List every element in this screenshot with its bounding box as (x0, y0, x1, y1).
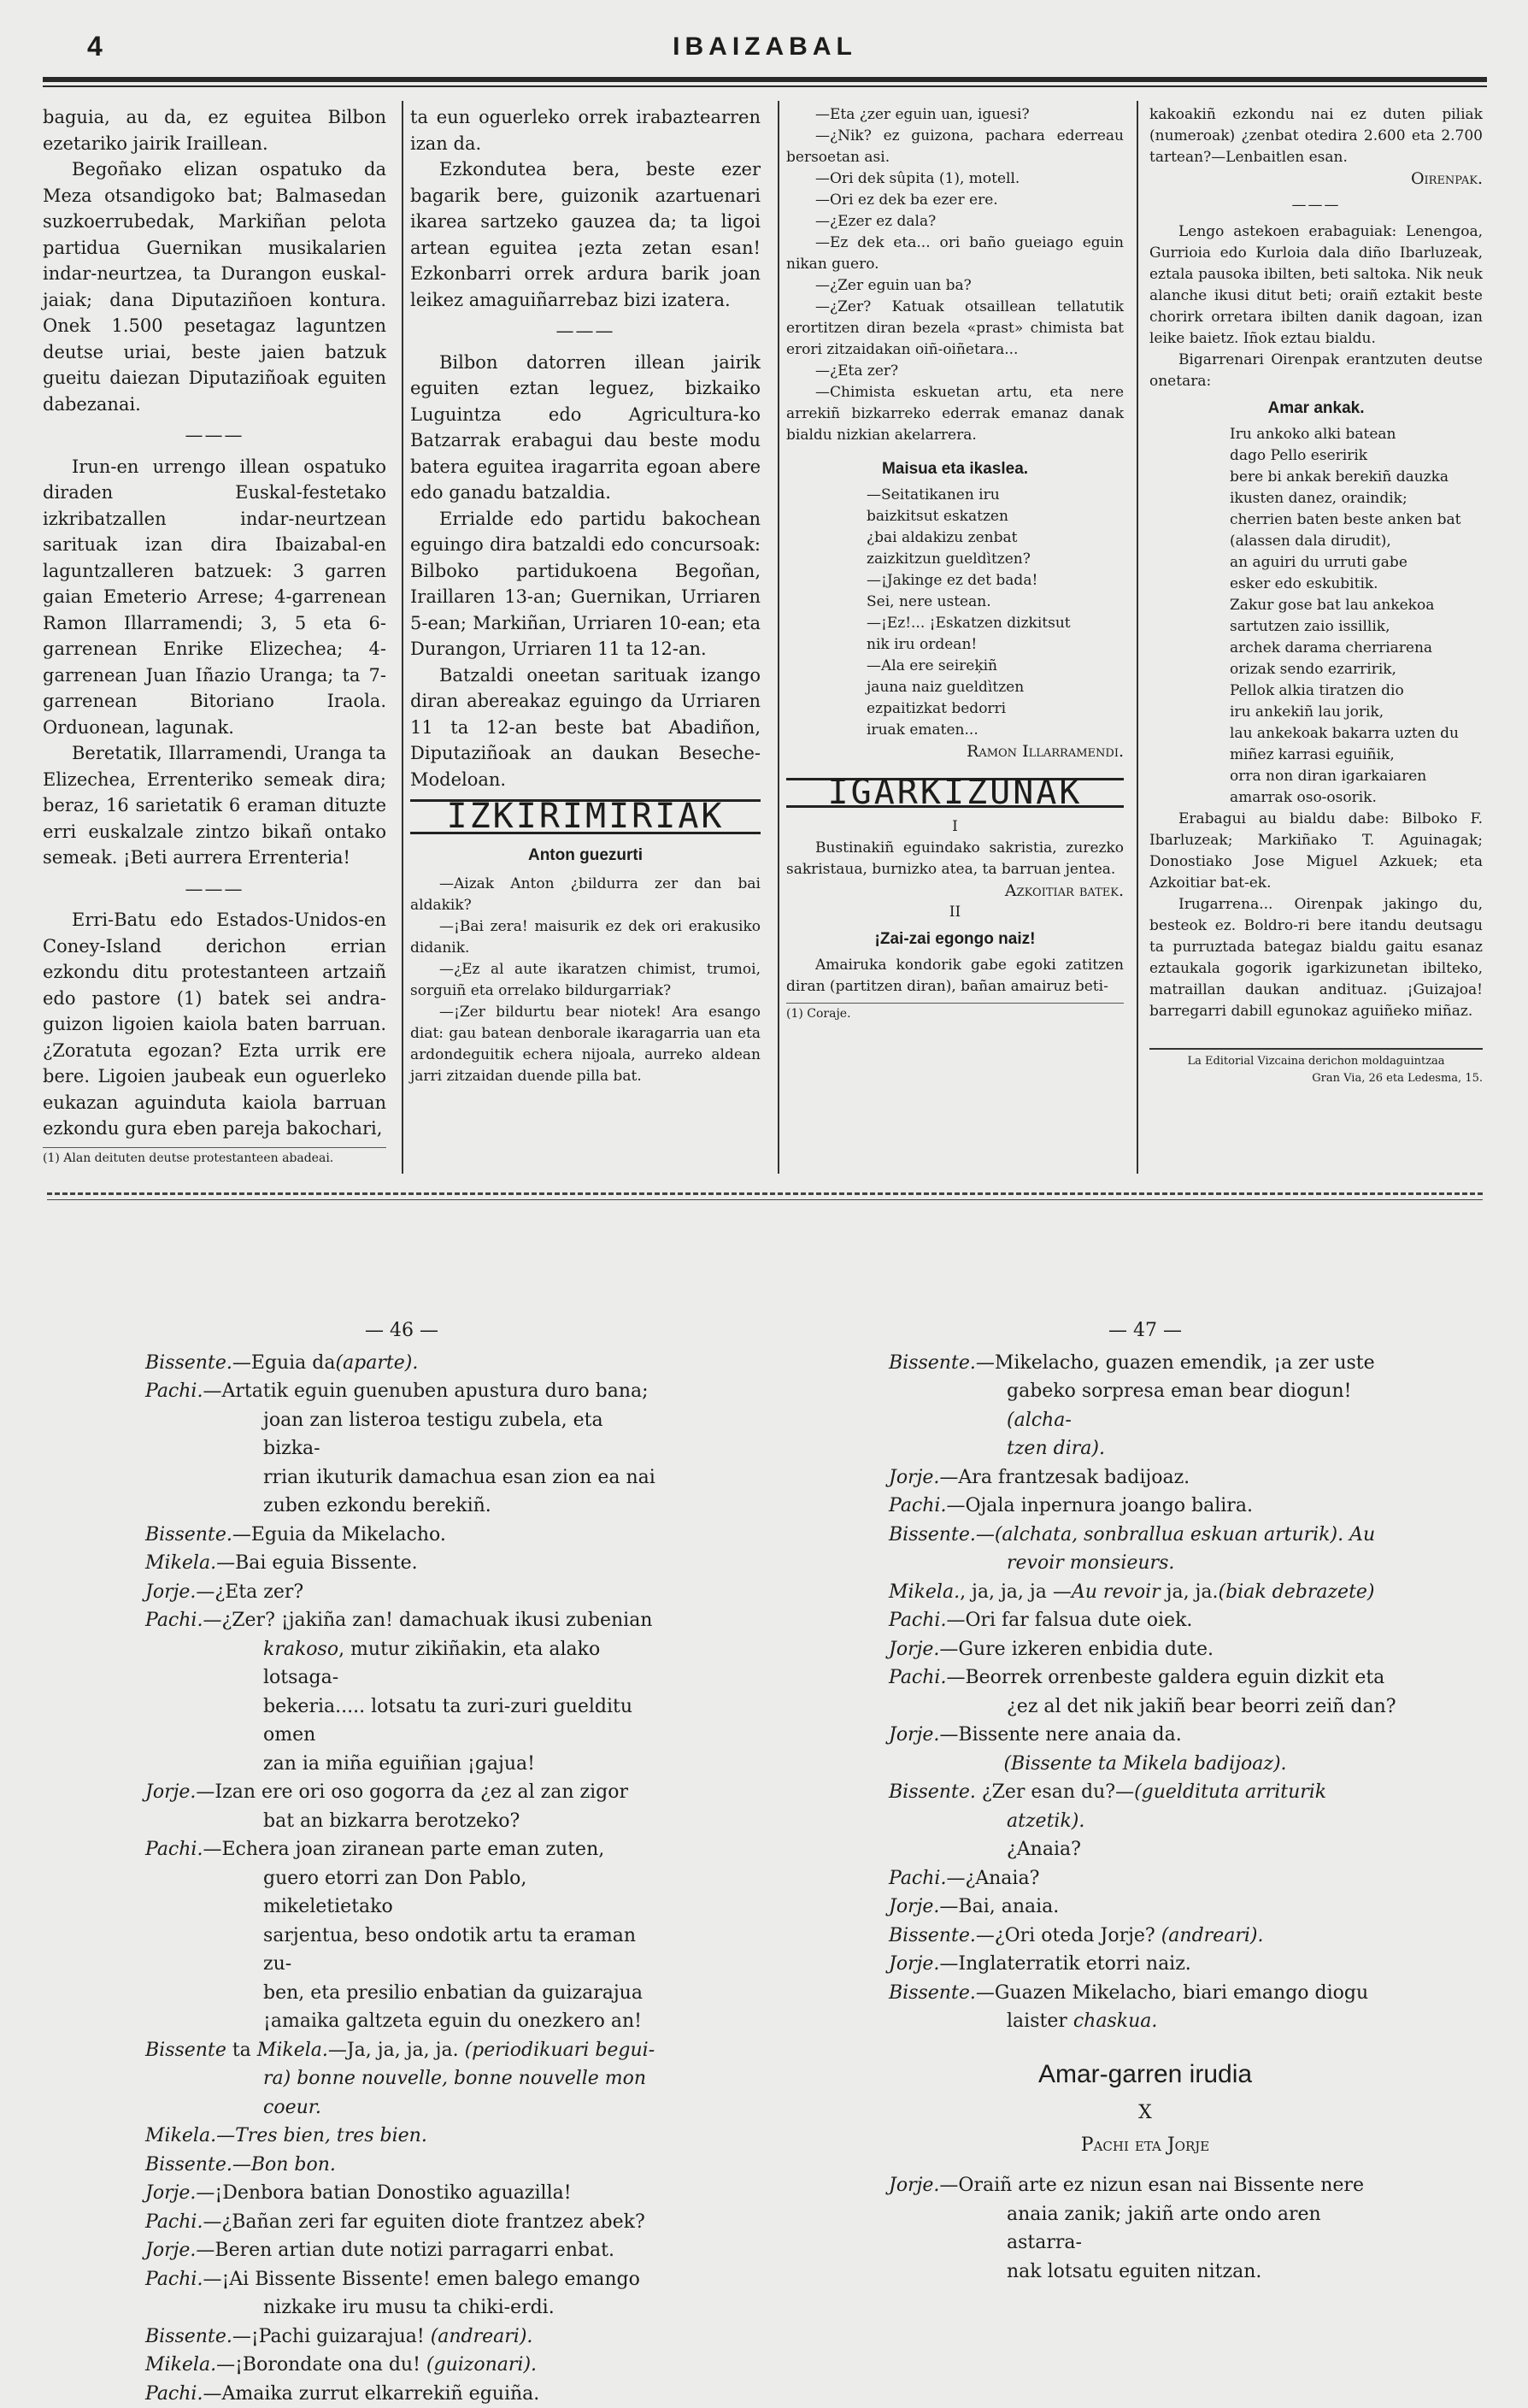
poem-line: cherrien baten beste anken bat (1149, 509, 1483, 531)
dialogue-line (145, 1807, 658, 1836)
dialogue-text: ben, eta presilio enbatian da guizarajua (263, 1982, 643, 2004)
dialogue-line (145, 2293, 658, 2323)
poem-line: iruak ematen... (786, 720, 1124, 741)
column-4 (1149, 104, 1483, 1087)
speaker-name: Jorje. (889, 1467, 939, 1488)
stage-direction: (biak debrazete) (1219, 1581, 1375, 1603)
dialogue-line (145, 1693, 658, 1750)
dialogue-line (889, 2258, 1402, 2287)
dialogue-text: bat an bizkarra berotzeko? (263, 1810, 520, 1832)
dialogue-line: —¿Ezer ez dala? (786, 211, 1124, 233)
speaker-name: Pachi. (145, 1839, 203, 1860)
article-paragraph: Erri-Batu edo Estados-Unidos-en Coney-Island derichon errian ezkondu ditu protestanteen artzaiñ edo pastore (1) batek sei andra-guizon ligoien kaiola baten barruan. ¿Zoratuta egozan? Ezta urrik ere bere. Ligoien jaubeak eun oguerleko eukazan aguinduta kaiola barruan ezkondu gura eben pareja bakochari, (43, 907, 386, 1142)
dialogue-text: gabeko sorpresa eman bear diogun! (1007, 1381, 1351, 1402)
dialogue-line: —¿Ez al aute ikaratzen chimist, trumoi, sorguiñ eta orrelako bildurgarriak? (410, 959, 761, 1002)
poem-line: iru ankekiñ lau jorik, (1149, 702, 1483, 723)
dialogue-text: zuben ezkondu berekiñ. (263, 1495, 491, 1516)
stage-direction: (alcha- (1007, 1410, 1072, 1431)
poem-line: (alassen dala dirudit), (1149, 531, 1483, 552)
stage-direction: (guizonari). (426, 2354, 537, 2376)
speaker-name: Pachi. (889, 1610, 946, 1631)
dialogue-line: —Eta ¿zer eguin uan, iguesi? (786, 104, 1124, 126)
stage-direction: (aparte). (335, 1352, 418, 1374)
section-title: IZKIRIMIRIAK (410, 799, 761, 834)
dialogue-line (145, 1635, 658, 1693)
poem-line: —¡Ez!... ¡Eskatzen dizkitsut (786, 613, 1124, 634)
dialogue-line (145, 1349, 658, 1378)
dialogue-line (889, 2007, 1402, 2036)
riddle-number: II (786, 902, 1124, 923)
dialogue-line (145, 2351, 658, 2380)
stage-direction: ra) bonne nouvelle, bonne nouvelle mon coeur. (263, 2068, 646, 2118)
article-paragraph: kakoakiñ ezkondu nai ez duten piliak (numeroak) ¿zenbat otedira 2.600 eta 2.700 tartean?—Lenbaitlen esan. (1149, 104, 1483, 168)
dialogue-line (145, 2208, 658, 2237)
dialogue-text: —Ori far falsua dute oiek. (946, 1610, 1192, 1631)
stage-direction: (Bissente ta Mikela badijoaz). (1003, 1753, 1286, 1775)
speaker-name: Pachi. (145, 1610, 203, 1631)
poem-title: Maisua eta ikaslea. (786, 458, 1124, 480)
dialogue-line (145, 2380, 658, 2408)
article-paragraph: Ezkondutea bera, beste ezer bagarik bere, guizonik azartuenari ikarea sartzeko gauzea da; ta ligoi artean eguitea ¡ezta zetan esan! Ezkonbarri orrek ardura barik joan leikez amaguiñarrebaz bizi izatera. (410, 156, 761, 313)
page-number: — 46 — (145, 1316, 658, 1345)
scene-title: Amar-garren irudia (889, 2060, 1402, 2089)
scene-cast: Pachi eta Jorje (889, 2131, 1402, 2160)
dialogue-text: —Inglaterratik etorri naiz. (939, 1953, 1190, 1975)
dialogue-text: ja, ja. (1161, 1581, 1219, 1603)
dialogue-line: —Ori dek sûpita (1), motell. (786, 168, 1124, 190)
signature: Oirenpak. (1149, 168, 1483, 190)
dialogue-line (145, 1377, 658, 1406)
poem-line: esker edo eskubitik. (1149, 574, 1483, 595)
page-divider (47, 1192, 1483, 1195)
speaker-name: Mikela. (889, 1581, 960, 1603)
dialogue-text: —Beorrek orrenbeste galdera eguin dizkit eta (946, 1667, 1384, 1688)
dialogue-line (145, 2007, 658, 2036)
dialogue-line (145, 2323, 658, 2352)
speaker-name: Jorje. (145, 1581, 196, 1603)
dialogue-line (889, 1721, 1402, 1750)
dialogue-text: ¿Anaia? (1007, 1839, 1081, 1860)
article-paragraph: baguia, au da, ez eguitea Bilbon ezetariko jairik Iraillean. (43, 104, 386, 156)
dialogue-text: —Mikelacho, guazen emendik, ¡a zer uste (976, 1352, 1375, 1374)
dialogue-line (145, 1406, 658, 1463)
dialogue-text: , ja, ja, ja (960, 1581, 1053, 1603)
dialogue-text: —Gure izkeren enbidia dute. (939, 1639, 1214, 1660)
speaker-name: Pachi. (145, 2211, 203, 2233)
dialogue-line (145, 1521, 658, 1550)
dialogue-line: —Chimista eskuetan artu, eta nere arrekiñ bizkarreko ederrak emanaz danak bialdu nizkian akelarrera. (786, 382, 1124, 446)
column-rule (778, 101, 779, 1174)
dialogue-line (145, 1864, 658, 1922)
article-paragraph: Errialde edo partidu bakochean eguingo dira batzaldi edo concursoak: Bilboko partidukoena Begoñan, Iraillaren 13-an; Guernikan, Urriaren 5-ean; Markiñan, Urriaren 10-ean; eta Durangon, Urriaren 11 ta 12-an. (410, 506, 761, 662)
article-paragraph: ta eun oguerleko orrek irabaztearren izan da. (410, 104, 761, 156)
dialogue-line (889, 2200, 1402, 2258)
article-paragraph: Beretatik, Illarramendi, Uranga ta Elizechea, Errenteriko semeak dira; beraz, 16 sarietatik 6 eraman dituzte erri euskalzale zintzo bikañ ontako semeak. ¡Beti aurrera Errenteria! (43, 740, 386, 871)
speaker-name: Jorje. (889, 2175, 939, 2196)
article-paragraph: Irun-en urrengo illean ospatuko diraden Euskal-festetako izkribatzallen indar-neurtzean sarituak izan dira Ibaizabal-en laguntzalleren batzuek: 3 garren gaian Emeterio Arrese; 4-garrenean Ramon Illarramendi; 3, 5 eta 6-garrenean Enrike Elizechea; 4-garrenean Juan Iñazio Uranga; ta 7-garrenean Bitoriano Iraola. Orduonean, lagunak. (43, 454, 386, 741)
speaker-name: Bissente. (889, 1524, 976, 1545)
speaker-name: Pachi. (889, 1495, 946, 1516)
poem-line: an aguiri du urruti gabe (1149, 552, 1483, 574)
stage-direction: —Tres bien, tres bien. (216, 2125, 427, 2146)
speaker-name: Jorje. (889, 1953, 939, 1975)
separator: ——— (410, 318, 761, 344)
poem-line: ezpaitizkat bedorri (786, 698, 1124, 720)
printer-name: La Editorial Vizcaina derichon moldaguintzaa (1149, 1053, 1483, 1070)
dialogue-text: guero etorri zan Don Pablo, mikeletietako (263, 1868, 526, 1918)
dialogue-text: —Ojala inpernura joango balira. (946, 1495, 1252, 1516)
dialogue-line (889, 1663, 1402, 1693)
section-title: IGARKIZUNAK (786, 778, 1124, 808)
dialogue-text: nak lotsatu eguiten nitzan. (1007, 2261, 1261, 2282)
dialogue-line (889, 1463, 1402, 1492)
dialogue-text: —Bai eguia Bissente. (216, 1552, 418, 1574)
dialogue-line (889, 1979, 1402, 2008)
separator: ——— (43, 876, 386, 903)
book-page-46 (145, 1316, 658, 2408)
dialogue-line (145, 2064, 658, 2122)
column-2 (410, 104, 761, 1087)
dialogue-line (889, 1377, 1402, 1434)
speaker-name: Jorje. (889, 1896, 939, 1917)
dialogue-line: —Aizak Anton ¿bildurra zer dan bai aldakik? (410, 874, 761, 916)
dialogue-text: —¡Borondate ona du! (216, 2354, 426, 2376)
paper-name: IBAIZABAL (43, 32, 1487, 62)
stage-direction: (periodikuari begui- (465, 2040, 655, 2061)
dialogue-text: —Bissente nere anaia da. (939, 1724, 1181, 1746)
dialogue-text: —Ja, ja, ja, ja. (328, 2040, 465, 2061)
riddle-text: Amairuka kondorik gabe egoki zatitzen diran (partitzen diran), bañan amairuz beti- (786, 955, 1124, 998)
dialogue-text: —Echera joan ziranean parte eman zuten, (203, 1839, 604, 1860)
dialogue-text: chaskua. (1073, 2011, 1158, 2032)
separator: ——— (43, 422, 386, 449)
dialogue-line: —¡Bai zera! maisurik ez dek ori erakusiko didanik. (410, 916, 761, 959)
poem-line: miñez karrasi eguiñik, (1149, 745, 1483, 766)
page-number: — 47 — (889, 1316, 1402, 1345)
dialogue-line (889, 1950, 1402, 1979)
speaker-name: Bissente. (145, 2326, 232, 2347)
speaker-name: Jorje. (889, 1724, 939, 1746)
book-page-47 (889, 1316, 1402, 2286)
dialogue-line (889, 1835, 1402, 1864)
dialogue-line: —¿Nik? ez guizona, pachara ederreau bersoetan asi. (786, 126, 1124, 168)
dialogue-line (889, 1434, 1402, 1463)
dialogue-line (145, 1606, 658, 1635)
footnote: (1) Coraje. (786, 1003, 1124, 1022)
article-paragraph: Bigarrenari Oirenpak erantzuten deutse onetara: (1149, 350, 1483, 392)
stage-direction: krakoso (263, 1639, 338, 1660)
dialogue-line (145, 1578, 658, 1607)
page-divider (47, 1199, 1483, 1200)
dialogue-line (145, 1492, 658, 1521)
speaker-name: Jorje. (889, 1639, 939, 1660)
dialogue-line (889, 1922, 1402, 1951)
separator: ——— (1149, 195, 1483, 216)
speaker-name: Pachi. (889, 1667, 946, 1688)
dialogue-line (889, 1893, 1402, 1922)
speaker-name: Bissente. (145, 1352, 232, 1374)
speaker-name: Pachi. (145, 1381, 203, 1402)
speaker-name: Pachi. (145, 2383, 203, 2405)
poem-line: archek darama cherriarena (1149, 638, 1483, 659)
masthead-rule-thin (43, 85, 1487, 87)
signature: Azkoitiar batek. (786, 880, 1124, 902)
dialogue-text: —Beren artian dute notizi parragarri enbat. (196, 2240, 614, 2261)
poem-line: Sei, nere ustean. (786, 592, 1124, 613)
dialogue-text: anaia zanik; jakiñ arte ondo aren astarra- (1007, 2204, 1321, 2254)
dialogue-line (889, 1635, 1402, 1664)
dialogue-line (145, 1979, 658, 2008)
signature: Ramon Illarramendi. (786, 741, 1124, 762)
dialogue-text: nizkake iru musu ta chiki-erdi. (263, 2297, 555, 2318)
stage-direction: —(alchata, sonbrallua eskuan arturik). Au (976, 1524, 1375, 1545)
speaker-name: Bissente. (889, 1982, 976, 2004)
stage-direction: —(gueldituta arriturik atzetik). (1007, 1781, 1326, 1832)
dialogue-text: —¡Pachi guizarajua! (232, 2326, 431, 2347)
speaker-name: Bissente (145, 2040, 226, 2061)
printer-address: Gran Via, 26 eta Ledesma, 15. (1149, 1070, 1483, 1087)
dialogue-text: —Amaika zurrut elkarrekiñ eguiña. (203, 2383, 539, 2405)
stage-direction: —Au revoir (1053, 1581, 1161, 1603)
dialogue-line: —¿Zer eguin uan ba? (786, 275, 1124, 297)
poem-line: orizak sendo ezarririk, (1149, 659, 1483, 680)
column-rule (1137, 101, 1138, 1174)
dialogue-line (889, 1778, 1402, 1835)
masthead-rule (43, 77, 1487, 82)
dialogue-text: —Izan ere ori oso gogorra da ¿ez al zan zigor (196, 1781, 628, 1803)
poem-line: zaizkitzun gueldìtzen? (786, 549, 1124, 570)
dialogue-line (145, 2151, 658, 2180)
dialogue-line (889, 1693, 1402, 1722)
speaker-name: Mikela. (145, 1552, 216, 1574)
poem-line: orra non diran igarkaiaren (1149, 766, 1483, 787)
dialogue-text: ta (226, 2040, 257, 2061)
speaker-name: Mikela. (145, 2354, 216, 2376)
dialogue-line: —Ez dek eta... ori baño gueiago eguin nikan guero. (786, 233, 1124, 275)
poem-line: Pellok alkia tiratzen dio (1149, 680, 1483, 702)
article-paragraph: Irugarrena... Oirenpak jakingo du, besteok ez. Boldro-ri bere itandu deutsagu ta purruztada bategaz bialdu gaitu esanaz eztaukala gogorik igarkizunetan ibilteko, matraillan daukan andituaz. ¡Guizajoa! barregarri dabill egunokaz aguiñeko miñaz. (1149, 894, 1483, 1022)
poem-line: ikusten danez, oraindik; (1149, 488, 1483, 509)
speaker-name: Bissente. (145, 1524, 232, 1545)
dialogue-text: —¿Zer? ¡jakiña zan! damachuak ikusi zubenian (203, 1610, 652, 1631)
dialogue-line (145, 2179, 658, 2208)
dialogue-line (889, 2171, 1402, 2200)
poem-line: nik iru ordean! (786, 634, 1124, 656)
speaker-name: Pachi. (145, 2269, 203, 2290)
stage-direction: (andreari). (1161, 1925, 1264, 1946)
article-paragraph: Erabagui au bialdu dabe: Bilboko F. Ibarluzeak; Markiñako T. Aguinagak; Donostiako Jose Miguel Azkuek; eta Azkoitiar bat-ek. (1149, 809, 1483, 894)
masthead (43, 31, 1487, 68)
column-1 (43, 104, 386, 1167)
speaker-name: Mikela. (145, 2125, 216, 2146)
poem-line: dago Pello eseririk (1149, 445, 1483, 467)
speaker-name: Jorje. (145, 2240, 196, 2261)
speaker-name: Jorje. (145, 1781, 196, 1803)
dialogue-line (145, 1835, 658, 1864)
dialogue-text: —¿Ori oteda Jorje? (976, 1925, 1161, 1946)
page-number: 4 (87, 31, 103, 62)
poem-line: —¡Jakinge ez det bada! (786, 570, 1124, 592)
poem-line: amarrak oso-osorik. (1149, 787, 1483, 809)
dialogue-text: —¡Denbora batian Donostiko aguazilla! (196, 2182, 571, 2204)
dialogue-line (889, 1492, 1402, 1521)
footnote: (1) Alan deituten deutse protestanteen abadeai. (43, 1147, 386, 1167)
poem-line: ¿bai aldakizu zenbat (786, 527, 1124, 549)
dialogue-text: sarjentua, beso ondotik artu ta eraman zu- (263, 1925, 636, 1975)
article-paragraph: Batzaldi oneetan sarituak izango diran abereakaz eguingo da Urriaren 11 ta 12-an beste bat Abadiñon, Diputaziñoak an daukan Beseche-Modeloan. (410, 662, 761, 793)
poem-line: Iru ankoko alki batean (1149, 424, 1483, 445)
dialogue-text: —¿Bañan zeri far eguiten diote frantzez abek? (203, 2211, 644, 2233)
dialogue-text: —Oraiñ arte ez nizun esan nai Bissente nere (939, 2175, 1364, 2196)
poem-line: lau ankekoak bakarra uzten du (1149, 723, 1483, 745)
riddle-text: Bustinakiñ eguindako sakristia, zurezko sakristaua, burnizko atea, ta barruan jentea. (786, 838, 1124, 880)
dialogue-line (889, 1606, 1402, 1635)
dialogue-text: —Bai, anaia. (939, 1896, 1059, 1917)
dialogue-text: —Ara frantzesak badijoaz. (939, 1467, 1190, 1488)
dialogue-line (145, 1922, 658, 1979)
dialogue-text: —Eguia da Mikelacho. (232, 1524, 446, 1545)
dialogue-text: —Eguia da (232, 1352, 336, 1374)
dialogue-line (889, 1578, 1402, 1607)
dialogue-line (889, 1521, 1402, 1550)
subheading: Anton guezurti (410, 843, 761, 869)
dialogue-line (145, 2036, 658, 2065)
dialogue-line (145, 2265, 658, 2294)
speaker-name: Bissente. (889, 1781, 976, 1803)
article-paragraph: Lengo astekoen erabaguiak: Lenengoa, Gurrioia edo Kurloia dala diño Ibarluzeak, eztala pausoka ibilten, beti saltoka. Nik neuk alanche ikusi ditut beti; oraiñ eztakit beste chorirk orretara ibilten danik dagoan, izan leike baietz. Iñok eztau bialdu. (1149, 221, 1483, 350)
dialogue-line: —¡Zer bildurtu bear niotek! Ara esango diat: gau batean denborale ikaragarria uan eta ardondeguitik echera nijoala, aurreko aldean jarri zitzaidan duende pilla bat. (410, 1002, 761, 1087)
article-paragraph: Bilbon datorren illean jairik eguiten eztan leguez, bizkaiko Luguintza edo Agricultura-ko Batzarrak erabagui dau beste modu batera eguitea iragarrita egoan abere edo ganadu batzaldia. (410, 350, 761, 506)
poem-line: —Ala ere seireķiñ (786, 656, 1124, 677)
riddle-number: I (786, 816, 1124, 838)
article-paragraph: Begoñako elizan ospatuko da Meza otsandigoko bat; Balmasedan suzkoerrubedak, Markiñan pelota partidua Guernikan musikalarien indar-neurtzea, ta Durangon euskal-jaiak; dana Diputaziñoen kontura. Onek 1.500 pesetagaz laguntzen deutse uriai, beste jaien batzuk gueitu daiezan Diputaziñoak eguiten dabezanai. (43, 156, 386, 417)
dialogue-line (145, 1778, 658, 1807)
dialogue-line (145, 2122, 658, 2151)
stage-direction: (andreari). (431, 2326, 533, 2347)
dialogue-line (889, 1864, 1402, 1893)
dialogue-text: —¿Anaia? (946, 1868, 1039, 1889)
poem-line: sartutzen zaio issillik, (1149, 616, 1483, 638)
dialogue-text: ¿Zer esan du? (976, 1781, 1115, 1803)
dialogue-line (145, 1750, 658, 1779)
dialogue-line (889, 1750, 1402, 1779)
dialogue-line (145, 2236, 658, 2265)
poem-line: —Seitatikanen iru (786, 485, 1124, 506)
column-rule (402, 101, 403, 1174)
column-3 (786, 104, 1124, 1022)
dialogue-text: —¿Eta zer? (196, 1581, 303, 1603)
speaker-name: Bissente. (889, 1925, 976, 1946)
dialogue-line (889, 1349, 1402, 1378)
subheading: ¡Zai-zai egongo naiz! (786, 928, 1124, 950)
poem-title: Amar ankak. (1149, 397, 1483, 419)
dialogue-text: —¡Ai Bissente Bissente! emen balego emango (203, 2269, 639, 2290)
dialogue-line: —Ori ez dek ba ezer ere. (786, 190, 1124, 211)
dialogue-line (145, 1463, 658, 1492)
speaker-name: Pachi. (889, 1868, 946, 1889)
speaker-name: Bissente. (889, 1352, 976, 1374)
dialogue-text: , mutur zikiñakin, eta alako lotsaga- (263, 1639, 600, 1689)
dialogue-text: laister (1007, 2011, 1073, 2032)
dialogue-text: —Artatik eguin guenuben apustura duro bana; (203, 1381, 648, 1402)
dialogue-line: —¿Eta zer? (786, 361, 1124, 382)
dialogue-text: —Guazen Mikelacho, biari emango diogu (976, 1982, 1368, 2004)
dialogue-text: joan zan listeroa testigu zubela, eta bizka- (263, 1410, 603, 1460)
dialogue-text: rrian ikuturik damachua esan zion ea nai (263, 1467, 655, 1488)
stage-direction: revoir monsieurs. (1007, 1552, 1174, 1574)
poem-line: jauna naiz gueldìtzen (786, 677, 1124, 698)
stage-direction: —Bon bon. (232, 2154, 336, 2175)
dialogue-line (145, 1549, 658, 1578)
scene-number: X (889, 2099, 1402, 2128)
dialogue-text: ¿ez al det nik jakiñ bear beorri zeiñ dan? (1007, 1696, 1396, 1717)
dialogue-line (889, 1549, 1402, 1578)
dialogue-text: zan ia miña eguiñian ¡gajua! (263, 1753, 535, 1775)
speaker-name: Jorje. (145, 2182, 196, 2204)
poem-line: Zakur gose bat lau ankekoa (1149, 595, 1483, 616)
dialogue-text: bekeria..... lotsatu ta zuri-zuri guelditu omen (263, 1696, 632, 1746)
speaker-name: Mikela. (257, 2040, 328, 2061)
dialogue-line: —¿Zer? Katuak otsaillean tellatutik erortitzen diran bezela «prast» chimista bat erori zitzaidakan oiñ-oiñetara... (786, 297, 1124, 361)
speaker-name: Bissente. (145, 2154, 232, 2175)
stage-direction: tzen dira). (1007, 1438, 1105, 1459)
poem-line: bere bi ankak berekiñ dauzka (1149, 467, 1483, 488)
dialogue-text: ¡amaika galtzeta eguin du onezkero an! (263, 2011, 642, 2032)
poem-line: baizkitsut eskatzen (786, 506, 1124, 527)
